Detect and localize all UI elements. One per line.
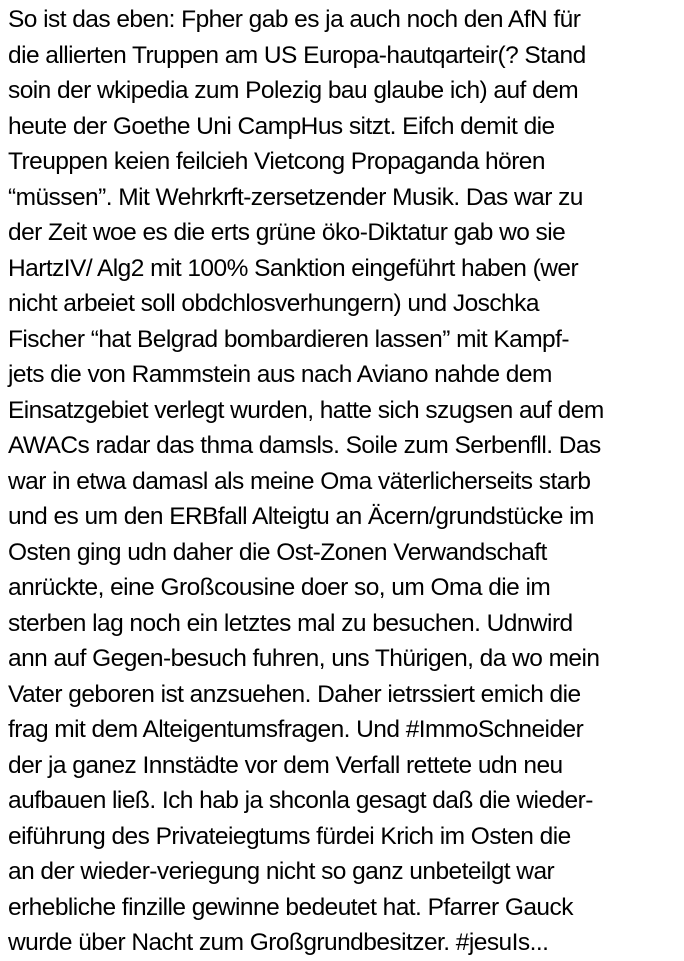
body-text xyxy=(8,2,684,961)
text-line: und es um den ERBfall Alteigtu an Äcern/grundstücke im xyxy=(8,503,594,530)
text-line: erhebliche finzille gewinne bedeutet hat. Pfarrer Gauck xyxy=(8,893,573,921)
text-line: jets die von Rammstein aus nach Aviano nahde dem xyxy=(8,361,552,388)
text-line: die allierten Truppen am US Europa-hautqarteir(? Stand xyxy=(8,41,586,69)
text-line: sterben lag noch ein letztes mal zu besuchen. Udnwird xyxy=(8,609,573,637)
text-line: So ist das eben: Fpher gab es ja auch noch den AfN für xyxy=(8,6,581,33)
text-line: Treuppen keien feilcieh Vietcong Propaganda hören xyxy=(8,148,545,175)
text-line: aufbauen ließ. Ich hab ja shconla gesagt daß die wieder- xyxy=(8,787,593,814)
text-line: Einsatzgebiet verlegt wurden, hatte sich szugsen auf dem xyxy=(8,396,604,424)
text-line: Osten ging udn daher die Ost-Zonen Verwandschaft xyxy=(8,538,547,566)
text-line: ann auf Gegen-besuch fuhren, uns Thürigen, da wo mein xyxy=(8,645,600,672)
text-line: anrückte, eine Großcousine doer so, um Oma die im xyxy=(8,574,551,601)
text-line: AWACs radar das thma damsls. Soile zum Serbenfll. Das xyxy=(8,432,601,459)
text-line: an der wieder-veriegung nicht so ganz unbeteilgt war xyxy=(8,858,555,885)
text-line: Fischer “hat Belgrad bombardieren lassen” mit Kampf- xyxy=(8,325,570,353)
text-line: “müssen”. Mit Wehrkrft-zersetzender Musik. Das war zu xyxy=(8,183,583,211)
text-line: der Zeit woe es die erts grüne öko-Diktatur gab wo sie xyxy=(8,219,566,246)
text-line: heute der Goethe Uni CampHus sitzt. Eifch demit die xyxy=(8,112,555,140)
text-line: frag mit dem Alteigentumsfragen. Und #ImmoSchneider xyxy=(8,716,584,743)
text-line: war in etwa damasl als meine Oma väterlicherseits starb xyxy=(8,467,591,495)
text-line: eiführung des Privateiegtums fürdei Krich im Osten die xyxy=(8,822,571,850)
text-line: HartzIV/ Alg2 mit 100% Sanktion eingeführt haben (wer xyxy=(8,254,579,282)
text-line: wurde über Nacht zum Großgrundbesitzer. #jesuIs... xyxy=(8,929,549,956)
text-line: soin der wkipedia zum Polezig bau glaube ich) auf dem xyxy=(8,77,579,104)
text-line: nicht arbeiet soll obdchlosverhungern) und Joschka xyxy=(8,290,539,317)
text-line: Vater geboren ist anzsuehen. Daher ietrssiert emich die xyxy=(8,680,581,708)
text-line: der ja ganez Innstädte vor dem Verfall rettete udn neu xyxy=(8,751,563,779)
